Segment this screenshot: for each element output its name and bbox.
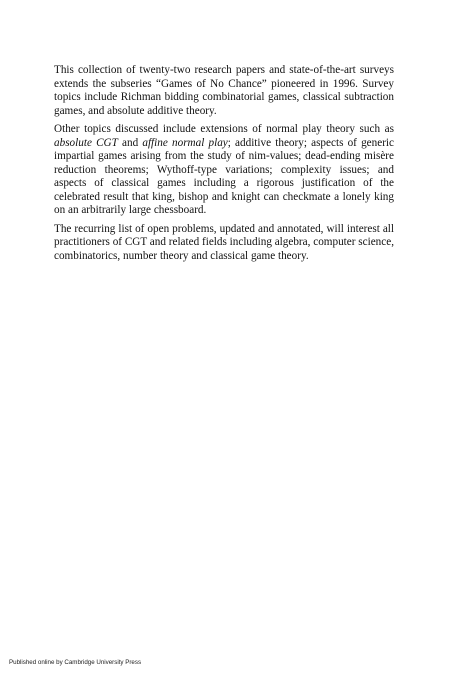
- paragraph-2-text-start: Other topics discussed include extensions of normal play theory such as: [54, 123, 394, 135]
- paragraph-3-text: The recurring list of open problems, updated and annotated, will interest all practitioners of CGT and related fields including algebra, computer science, combinatorics, number theory and classical game theory.: [54, 222, 394, 262]
- book-description: [54, 64, 394, 268]
- paragraph-2-text-end: ; additive theory; aspects of generic impartial games arising from the study of nim-values; dead-ending misère reduction theorems; Wythoff-type variations; complexity issues; and aspects of classical games including a rigorous justification of the celebrated result that king, bishop and knight can checkmate a lonely king on an arbitrarily large chessboard.: [54, 136, 394, 216]
- italic-term-absolute-cgt: absolute CGT: [54, 136, 118, 149]
- paragraph-2: [54, 123, 394, 218]
- paragraph-2-conjunction: and: [117, 136, 143, 149]
- paragraph-1-text: This collection of twenty-two research papers and state-of-the-art surveys extends the subseries “Games of No Chance” pioneered in 1996. Survey topics include Richman bidding combinatorial games, classical subtraction games, and absolute additive theory.: [54, 64, 394, 117]
- paragraph-1: [54, 64, 394, 118]
- italic-term-affine-normal-play: affine normal play: [142, 136, 228, 149]
- publisher-footer: Published online by Cambridge University Press: [9, 659, 142, 666]
- paragraph-3: [54, 223, 394, 264]
